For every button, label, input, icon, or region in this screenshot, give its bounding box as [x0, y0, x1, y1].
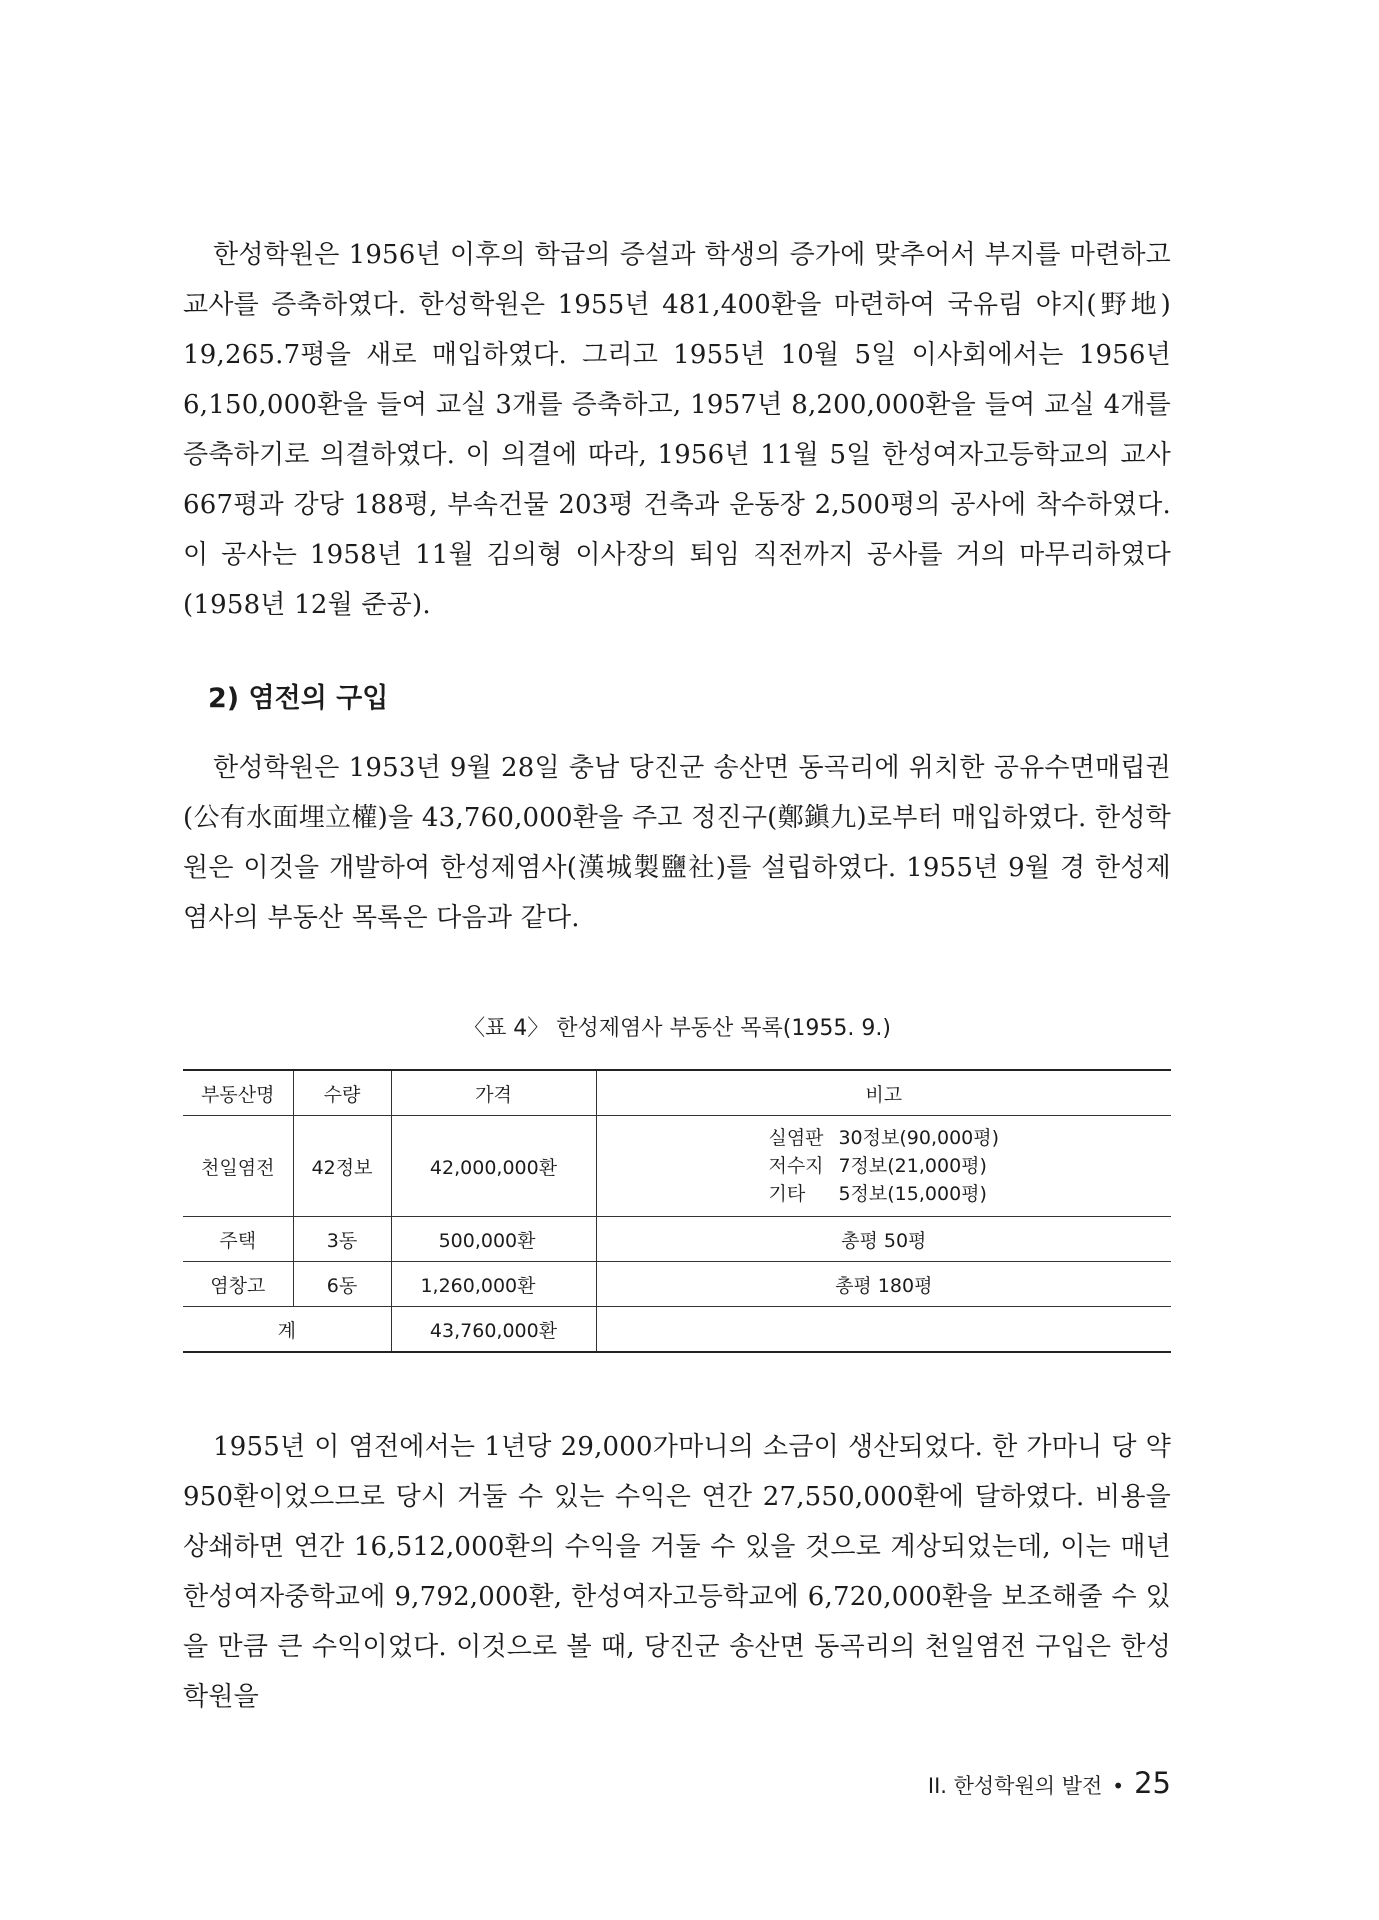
cell-note: 총평 50평	[596, 1217, 1171, 1262]
note-line	[768, 1124, 999, 1152]
note-value: 7정보(21,000평)	[838, 1155, 987, 1177]
property-table	[183, 1069, 1171, 1353]
bullet-separator: •	[1112, 1774, 1125, 1798]
header-price: 가격	[391, 1070, 596, 1116]
cell-name: 주택	[183, 1217, 293, 1262]
note-label: 기타	[768, 1183, 806, 1205]
cell-total-note	[596, 1307, 1171, 1353]
section-heading: 2) 염전의 구입	[208, 683, 389, 714]
note-line	[768, 1180, 999, 1208]
header-quantity: 수량	[293, 1070, 391, 1116]
cell-name: 염창고	[183, 1262, 293, 1307]
cell-price: 500,000환	[391, 1217, 596, 1262]
table-row	[183, 1116, 1171, 1217]
note-line	[768, 1152, 999, 1180]
cell-name: 천일염전	[183, 1116, 293, 1217]
note-value: 5정보(15,000평)	[838, 1183, 987, 1205]
cell-quantity: 6동	[293, 1262, 391, 1307]
note-value: 30정보(90,000평)	[838, 1127, 1000, 1149]
page-footer	[928, 1766, 1171, 1800]
paragraph-campus-expansion: 한성학원은 1956년 이후의 학급의 증설과 학생의 증가에 맞추어서 부지를 마련하고 교사를 증축하였다. 한성학원은 1955년 481,400환을 마련하여 국유림 야지(野地) 19,265.7평을 새로 매입하였다. 그리고 1955년 10월 5일 이사회에서는 1956년 6,150,000환을 들여 교실 3개를 증축하고, 1957년 8,200,000환을 들여 교실 4개를 증축하기로 의결하였다. 이 의결에 따라, 1956년 11월 5일 한성여자고등학교의 교사 667평과 강당 188평, 부속건물 203평 건축과 운동장 2,500평의 공사에 착수하였다. 이 공사는 1958년 11월 김의형 이사장의 퇴임 직전까지 공사를 거의 마무리하였다(1958년 12월 준공).	[183, 240, 1171, 620]
cell-total-price: 43,760,000환	[391, 1307, 596, 1353]
cell-quantity: 42정보	[293, 1116, 391, 1217]
cell-note: 총평 180평	[596, 1262, 1171, 1307]
page-number: 25	[1134, 1766, 1171, 1800]
cell-total-label: 계	[183, 1307, 391, 1353]
note-label: 실염판	[768, 1127, 824, 1149]
chapter-title: II. 한성학원의 발전	[927, 1774, 1103, 1798]
paragraph-salt-revenue: 1955년 이 염전에서는 1년당 29,000가마니의 소금이 생산되었다. 한 가마니 당 약 950환이었으므로 당시 거둘 수 있는 수익은 연간 27,550,000환에 달하였다. 비용을 상쇄하면 연간 16,512,000환의 수익을 거둘 수 있을 것으로 계상되었는데, 이는 매년 한성여자중학교에 9,792,000환, 한성여자고등학교에 6,720,000환을 보조해줄 수 있을 만큼 큰 수익이었다. 이것으로 볼 때, 당진군 송산면 동곡리의 천일염전 구입은 한성학원을	[183, 1432, 1171, 1712]
cell-note	[596, 1116, 1171, 1217]
cell-quantity: 3동	[293, 1217, 391, 1262]
table-caption: 〈표 4〉 한성제염사 부동산 목록(1955. 9.)	[463, 1016, 891, 1041]
note-breakdown	[768, 1124, 999, 1208]
table-header-row	[183, 1070, 1171, 1116]
header-name: 부동산명	[183, 1070, 293, 1116]
note-label: 저수지	[768, 1155, 824, 1177]
table-total-row	[183, 1307, 1171, 1353]
paragraph-salt-field-purchase: 한성학원은 1953년 9월 28일 충남 당진군 송산면 동곡리에 위치한 공유수면매립권(公有水面埋立權)을 43,760,000환을 주고 정진구(鄭鎭九)로부터 매입하였다. 한성학원은 이것을 개발하여 한성제염사(漢城製鹽社)를 설립하였다. 1955년 9월 경 한성제염사의 부동산 목록은 다음과 같다.	[183, 753, 1171, 933]
header-note: 비고	[596, 1070, 1171, 1116]
table-row	[183, 1217, 1171, 1262]
cell-price: 42,000,000환	[391, 1116, 596, 1217]
table-row	[183, 1262, 1171, 1307]
cell-price: 1,260,000환	[391, 1262, 596, 1307]
